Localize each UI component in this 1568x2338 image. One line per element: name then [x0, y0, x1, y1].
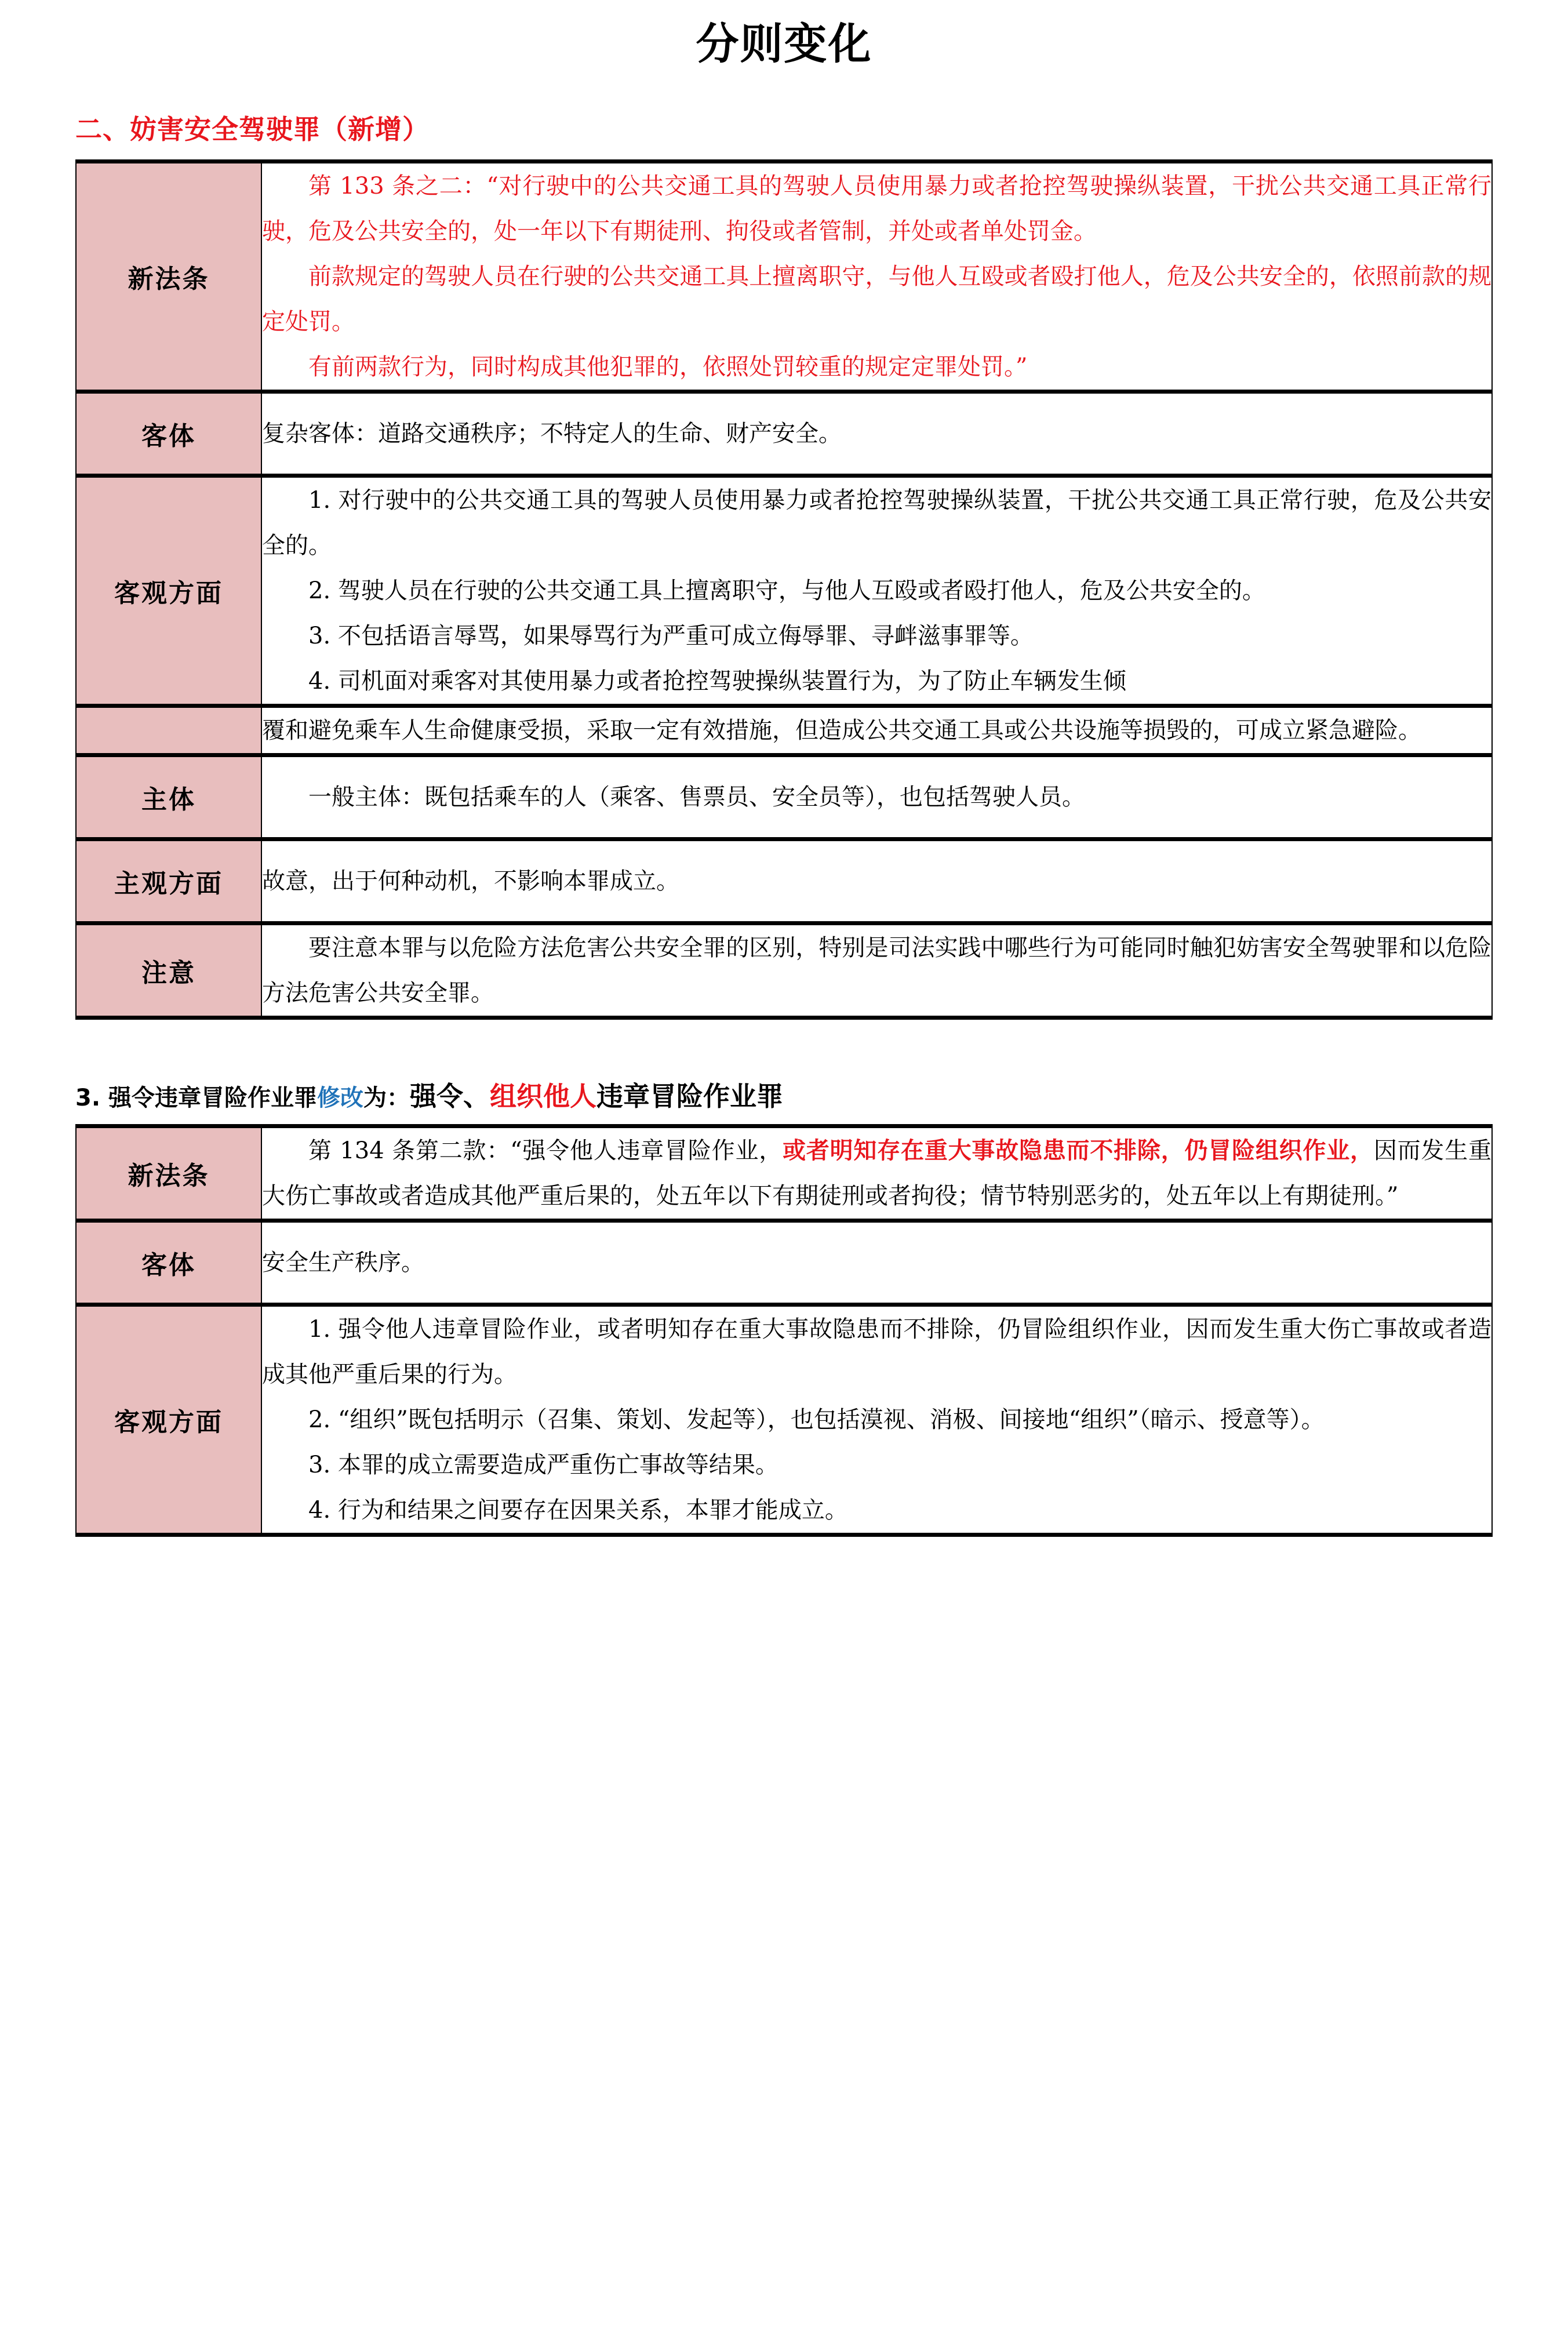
paragraph: 第 133 条之二：“对行驶中的公共交通工具的驾驶人员使用暴力或者抢控驾驶操纵装置，干扰公共交通工具正常行驶，危及公共安全的，处一年以下有期徒刑、拘役或者管制，并处或者单处罚金。 — [262, 173, 1491, 245]
spacer — [262, 394, 1491, 411]
paragraph: 覆和避免乘车人生命健康受损，采取一定有效措施，但造成公共交通工具或公共设施等损毁的，可成立紧急避险。 — [262, 717, 1421, 744]
row-content-object — [261, 392, 1492, 476]
row-content-subjective — [261, 839, 1492, 923]
page-title: 分则变化 — [696, 19, 872, 69]
paragraph: 2. “组织”既包括明示（召集、策划、发起等），也包括漠视、消极、间接地“组织”（暗示、授意等）。 — [308, 1406, 1325, 1434]
paragraph: 2. 驾驶人员在行驶的公共交通工具上擅离职守，与他人互殴或者殴打他人，危及公共安全的。 — [308, 577, 1265, 605]
law-text-black-b: 因而发生重大伤亡事故或者造成其他严重后果的，处五年以下有期徒刑或者拘役；情节特别恶劣的，处五年以上有期徒刑。” — [262, 1137, 1492, 1210]
paragraph: 1. 强令他人违章冒险作业，或者明知存在重大事故隐患而不排除，仍冒险组织作业，因而发生重大伤亡事故或者造成其他严重后果的行为。 — [262, 1316, 1491, 1388]
row-label-objective-continued — [76, 706, 261, 755]
paragraph: 复杂客体：道路交通秩序；不特定人的生命、财产安全。 — [262, 420, 842, 448]
row-label-object: 客体 — [76, 392, 261, 476]
crime-table-1 — [75, 159, 1493, 1020]
row-content-objective — [261, 1305, 1492, 1535]
spacer — [262, 841, 1491, 859]
row-content-new-law — [261, 162, 1492, 392]
table-row — [76, 1221, 1492, 1305]
section-heading-2 — [75, 1075, 1493, 1114]
spacer — [262, 757, 1491, 775]
row-label-object: 客体 — [76, 1221, 261, 1305]
paragraph: 安全生产秩序。 — [262, 1249, 424, 1277]
table-row — [76, 706, 1492, 755]
heading-bold-part-1: 强令、 — [409, 1081, 490, 1112]
paragraph: 4. 司机面对乘客对其使用暴力或者抢控驾驶操纵装置行为，为了防止车辆发生倾 — [308, 668, 1126, 695]
table-row — [76, 1305, 1492, 1535]
paragraph: 3. 不包括语言辱骂，如果辱骂行为严重可成立侮辱罪、寻衅滋事罪等。 — [308, 623, 1034, 650]
table-row — [76, 839, 1492, 923]
paragraph: 要注意本罪与以危险方法危害公共安全罪的区别，特别是司法实践中哪些行为可能同时触犯妨害安全驾驶罪和以危险方法危害公共安全罪。 — [262, 935, 1491, 1007]
table-row — [76, 476, 1492, 706]
heading-bold-red-part: 组织他人 — [489, 1081, 596, 1112]
spacer — [262, 820, 1491, 837]
row-content-new-law — [261, 1126, 1492, 1221]
row-content-objective — [261, 476, 1492, 706]
table-row — [76, 923, 1492, 1018]
paragraph: 4. 行为和结果之间要存在因果关系，本罪才能成立。 — [308, 1497, 848, 1524]
law-text-black-a: 第 134 条第二款：“强令他人违章冒险作业， — [308, 1137, 783, 1165]
table-row — [76, 162, 1492, 392]
table-row — [76, 755, 1492, 839]
paragraph: 故意，出于何种动机，不影响本罪成立。 — [262, 868, 679, 895]
paragraph: 有前两款行为，同时构成其他犯罪的，依照处罚较重的规定定罪处罚。” — [308, 354, 1028, 381]
paragraph: 3. 本罪的成立需要造成严重伤亡事故等结果。 — [308, 1452, 778, 1479]
row-label-objective: 客观方面 — [76, 476, 261, 706]
paragraph — [262, 1128, 1491, 1219]
row-content-objective-continued — [261, 706, 1492, 755]
row-content-object — [261, 1221, 1492, 1305]
spacer — [262, 1285, 1491, 1303]
crime-table-2 — [75, 1124, 1493, 1537]
spacer — [262, 1223, 1491, 1240]
row-label-objective: 客观方面 — [76, 1305, 261, 1535]
heading-part-1: 3. 强令违章冒险作业罪 — [75, 1085, 317, 1112]
paragraph: 一般主体：既包括乘车的人（乘客、售票员、安全员等），也包括驾驶人员。 — [308, 784, 1085, 811]
law-text-red-highlight: 或者明知存在重大事故隐患而不排除，仍冒险组织作业， — [783, 1137, 1374, 1165]
row-label-new-law: 新法条 — [76, 162, 261, 392]
spacer — [262, 904, 1491, 921]
table-row — [76, 1126, 1492, 1221]
row-content-subject — [261, 755, 1492, 839]
paragraph: 1. 对行驶中的公共交通工具的驾驶人员使用暴力或者抢控驾驶操纵装置，干扰公共交通工具正常行驶，危及公共安全的。 — [262, 487, 1491, 559]
row-label-subjective: 主观方面 — [76, 839, 261, 923]
spacer — [262, 456, 1491, 474]
row-label-new-law: 新法条 — [76, 1126, 261, 1221]
heading-bold-part-2: 违章冒险作业罪 — [596, 1081, 783, 1112]
paragraph: 前款规定的驾驶人员在行驶的公共交通工具上擅离职守，与他人互殴或者殴打他人，危及公共安全的，依照前款的规定处罚。 — [262, 263, 1491, 336]
row-content-note — [261, 923, 1492, 1018]
heading-modify-keyword: 修改 — [316, 1085, 363, 1112]
heading-part-2: 为： — [363, 1085, 410, 1112]
section-heading-1: 二、妨害安全驾驶罪（新增） — [75, 114, 430, 146]
row-label-note: 注意 — [76, 923, 261, 1018]
table-row — [76, 392, 1492, 476]
row-label-subject: 主体 — [76, 755, 261, 839]
